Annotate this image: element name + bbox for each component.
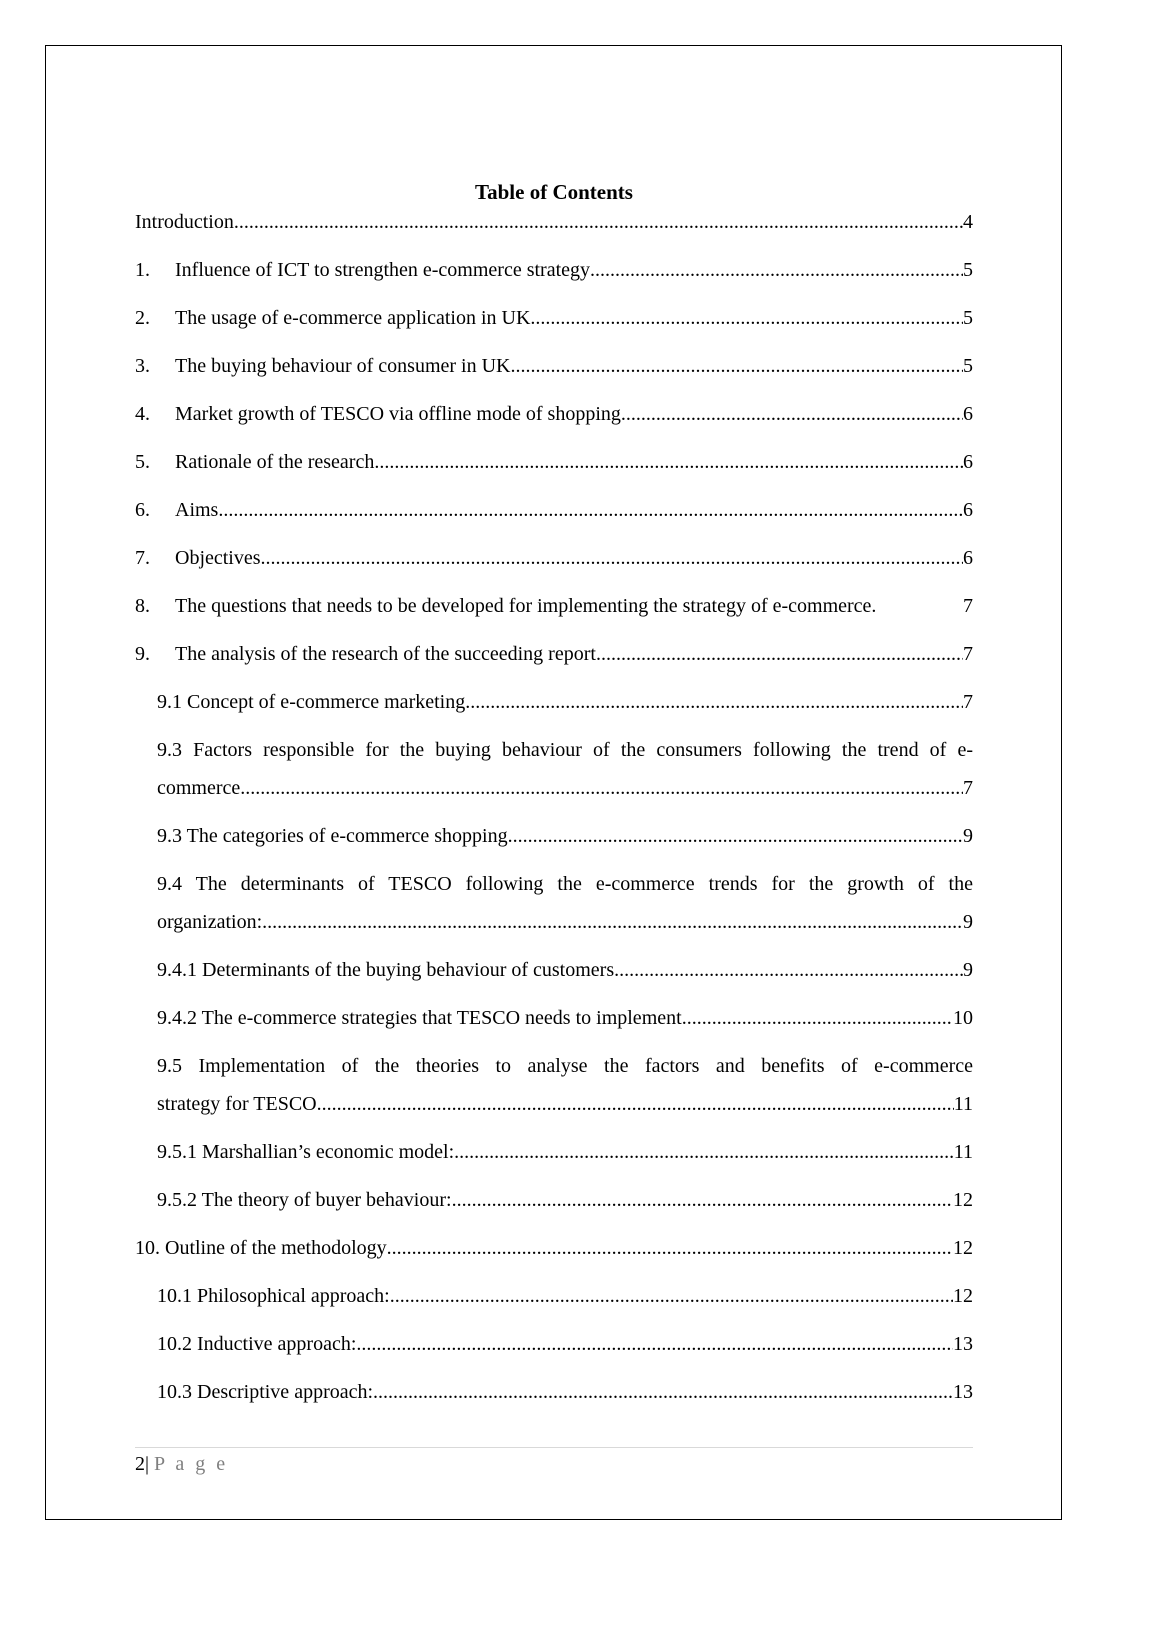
entry-text: The usage of e-commerce application in UK: [175, 307, 531, 329]
entry-number: 9.: [135, 643, 150, 665]
toc-subentry[interactable]: [135, 1325, 973, 1363]
entry-number: 5.: [135, 451, 150, 473]
toc-entry[interactable]: [135, 251, 973, 289]
entry-text: 10.2 Inductive approach:: [157, 1333, 357, 1355]
entry-text: 9.3 The categories of e-commerce shopping: [157, 825, 508, 847]
dot-leader: [373, 1373, 953, 1411]
toc-entry[interactable]: [135, 587, 973, 625]
entry-text: 9.1 Concept of e-commerce marketing: [157, 691, 466, 713]
dot-leader: [590, 251, 963, 289]
entry-number: 6.: [135, 499, 150, 521]
toc-subentry[interactable]: [135, 1373, 973, 1411]
toc-subentry[interactable]: [135, 731, 973, 807]
entry-page: 5: [963, 307, 973, 329]
page-number: 2: [135, 1453, 145, 1475]
entry-number: 2.: [135, 307, 150, 329]
toc-subentry[interactable]: [135, 1133, 973, 1171]
footer-separator: |: [145, 1453, 150, 1475]
entry-page: 7: [963, 777, 973, 799]
toc-entry[interactable]: [135, 635, 973, 673]
entry-number: 4.: [135, 403, 150, 425]
entry-page: 11: [953, 1141, 973, 1163]
entry-page: 11: [953, 1093, 973, 1115]
entry-text: Influence of ICT to strengthen e-commerce strategy: [175, 259, 591, 281]
dot-leader: [374, 443, 963, 481]
entry-page: 12: [953, 1189, 973, 1211]
footer-divider: [135, 1447, 973, 1448]
dot-leader: [614, 951, 963, 989]
entry-page: 9: [963, 959, 973, 981]
dot-leader: [390, 1277, 953, 1315]
entry-page: 6: [963, 403, 973, 425]
toc-subentry[interactable]: [135, 683, 973, 721]
entry-page: 13: [953, 1333, 973, 1355]
entry-text: 9.4.1 Determinants of the buying behaviour of customers: [157, 959, 615, 981]
dot-leader: [218, 491, 963, 529]
dot-leader: [261, 539, 963, 577]
entry-text: 10.1 Philosophical approach:: [157, 1285, 390, 1307]
entry-text-continued: commerce: [157, 777, 241, 799]
dot-leader: [387, 1229, 953, 1267]
entry-text: 10. Outline of the methodology: [135, 1237, 387, 1259]
dot-leader: [508, 817, 963, 855]
dot-leader: [454, 1133, 954, 1171]
entry-page: 9: [963, 825, 973, 847]
entry-text: 9.3 Factors responsible for the buying behaviour of the consumers following the trend of e-: [157, 739, 973, 761]
dot-leader: [234, 203, 963, 241]
dot-leader: [317, 1085, 954, 1123]
page-footer: [135, 1450, 228, 1478]
dot-leader: [452, 1181, 953, 1219]
dot-leader: [465, 683, 963, 721]
toc-entry[interactable]: [135, 491, 973, 529]
entry-number: 3.: [135, 355, 150, 377]
dot-leader: [356, 1325, 953, 1363]
entry-page: 10: [953, 1007, 973, 1029]
entry-text: Objectives: [175, 547, 261, 569]
toc-subentry[interactable]: [135, 1047, 973, 1123]
entry-page: 6: [963, 547, 973, 569]
entry-page: 7: [963, 643, 973, 665]
entry-number: 8.: [135, 595, 150, 617]
entry-number: 1.: [135, 259, 150, 281]
page-label: P a g e: [154, 1453, 229, 1475]
dot-leader: [530, 299, 963, 337]
table-of-contents: [135, 203, 973, 1421]
entry-page: 13: [953, 1381, 973, 1403]
entry-text: 9.4 The determinants of TESCO following the e-commerce trends for the growth of the: [157, 873, 973, 895]
entry-text: Aims: [175, 499, 219, 521]
dot-leader: [262, 903, 963, 941]
toc-subentry[interactable]: [135, 951, 973, 989]
dot-leader: [621, 395, 963, 433]
entry-text: Introduction: [135, 211, 234, 233]
entry-text: 9.5 Implementation of the theories to analyse the factors and benefits of e-commerce: [157, 1055, 973, 1077]
toc-entry[interactable]: [135, 395, 973, 433]
entry-text: The questions that needs to be developed for implementing the strategy of e-commerce.: [175, 595, 877, 617]
entry-text: The buying behaviour of consumer in UK: [175, 355, 511, 377]
toc-entry[interactable]: [135, 443, 973, 481]
dot-leader: [240, 769, 963, 807]
entry-text: 9.5.2 The theory of buyer behaviour:: [157, 1189, 452, 1211]
toc-subentry[interactable]: [135, 999, 973, 1037]
entry-page: 7: [963, 595, 973, 617]
toc-entry[interactable]: [135, 347, 973, 385]
toc-entry[interactable]: [135, 539, 973, 577]
dot-leader: [596, 635, 963, 673]
entry-page: 9: [963, 911, 973, 933]
entry-page: 12: [953, 1285, 973, 1307]
entry-page: 12: [953, 1237, 973, 1259]
entry-text: The analysis of the research of the succeeding report: [175, 643, 596, 665]
entry-page: 5: [963, 259, 973, 281]
entry-text-continued: strategy for TESCO: [157, 1093, 317, 1115]
toc-entry[interactable]: [135, 299, 973, 337]
toc-subentry[interactable]: [135, 1277, 973, 1315]
entry-page: 4: [963, 211, 973, 233]
entry-text: 10.3 Descriptive approach:: [157, 1381, 374, 1403]
dot-leader: [510, 347, 963, 385]
toc-title: Table of Contents: [475, 180, 633, 204]
entry-page: 7: [963, 691, 973, 713]
toc-entry[interactable]: [135, 1229, 973, 1267]
toc-subentry[interactable]: [135, 817, 973, 855]
entry-page: 5: [963, 355, 973, 377]
entry-page: 6: [963, 499, 973, 521]
toc-entry-introduction[interactable]: [135, 203, 973, 241]
entry-text: 9.4.2 The e-commerce strategies that TESCO needs to implement: [157, 1007, 682, 1029]
entry-text: Market growth of TESCO via offline mode of shopping: [175, 403, 621, 425]
entry-text: 9.5.1 Marshallian’s economic model:: [157, 1141, 455, 1163]
entry-page: 6: [963, 451, 973, 473]
toc-subentry[interactable]: [135, 1181, 973, 1219]
toc-subentry[interactable]: [135, 865, 973, 941]
dot-leader: [682, 999, 953, 1037]
entry-text: Rationale of the research: [175, 451, 375, 473]
entry-number: 7.: [135, 547, 150, 569]
entry-text-continued: organization:: [157, 911, 263, 933]
